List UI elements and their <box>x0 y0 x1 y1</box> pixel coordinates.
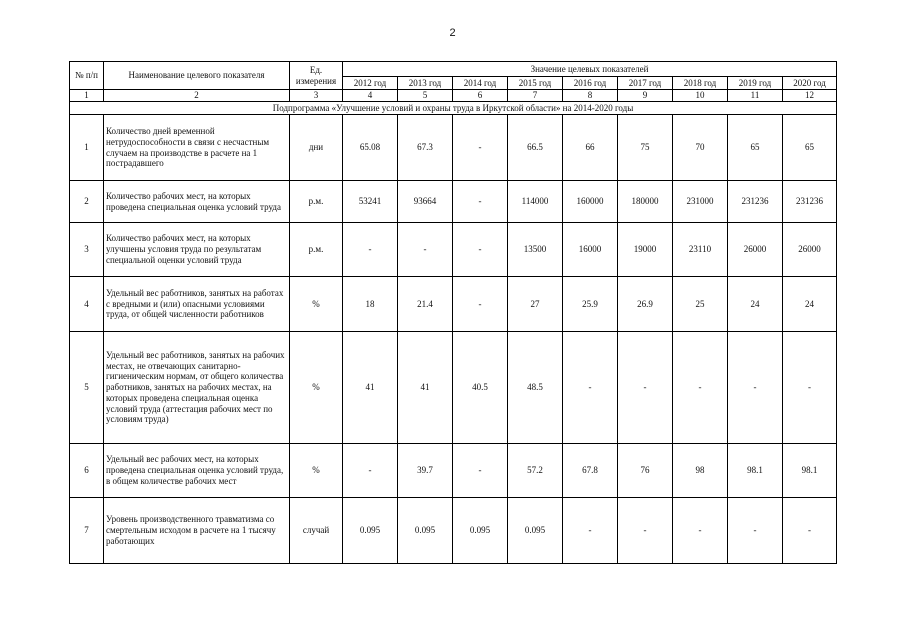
indicator-value: 18 <box>343 277 398 332</box>
indicator-value: 231000 <box>673 181 728 223</box>
indicator-value: - <box>618 498 673 564</box>
table-row <box>70 181 837 223</box>
indicator-value: - <box>453 277 508 332</box>
unit: % <box>290 444 343 498</box>
table-row <box>70 444 837 498</box>
indicator-value: 41 <box>343 332 398 444</box>
indicator-value: 67.3 <box>398 115 453 181</box>
header-year: 2020 год <box>783 77 837 90</box>
indicator-value: 98 <box>673 444 728 498</box>
unit: р.м. <box>290 223 343 277</box>
indicator-value: 40.5 <box>453 332 508 444</box>
indicator-value: 66 <box>563 115 618 181</box>
indicator-value: 0.095 <box>343 498 398 564</box>
indicator-value: 25.9 <box>563 277 618 332</box>
header-name: Наименование целевого показателя <box>104 62 290 90</box>
indicator-value: 114000 <box>508 181 563 223</box>
unit: % <box>290 277 343 332</box>
indicator-value: 67.8 <box>563 444 618 498</box>
row-number: 2 <box>70 181 104 223</box>
indicator-value: - <box>563 332 618 444</box>
indicator-name: Уровень производственного травматизма со смертельным исходом в расчете на 1 тысячу работающих <box>104 498 290 564</box>
indicator-value: 65 <box>783 115 837 181</box>
indicator-value: 70 <box>673 115 728 181</box>
header-year: 2017 год <box>618 77 673 90</box>
indicator-value: - <box>453 444 508 498</box>
indicator-name: Количество рабочих мест, на которых улучшены условия труда по результатам специальной оценки условий труда <box>104 223 290 277</box>
indicator-value: - <box>728 332 783 444</box>
column-number: 8 <box>563 90 618 102</box>
indicator-value: - <box>398 223 453 277</box>
indicator-value: 24 <box>728 277 783 332</box>
indicator-value: 65.08 <box>343 115 398 181</box>
indicator-name: Количество рабочих мест, на которых проведена специальная оценка условий труда <box>104 181 290 223</box>
table-row <box>70 223 837 277</box>
indicator-value: 21.4 <box>398 277 453 332</box>
header-year: 2019 год <box>728 77 783 90</box>
header-no: № п/п <box>70 62 104 90</box>
row-number: 1 <box>70 115 104 181</box>
indicator-value: 26000 <box>783 223 837 277</box>
header-year: 2016 год <box>563 77 618 90</box>
column-number: 1 <box>70 90 104 102</box>
indicator-name: Количество дней временной нетрудоспособности в связи с несчастным случаем на производстве в расчете на 1 пострадавшего <box>104 115 290 181</box>
indicator-value: 26000 <box>728 223 783 277</box>
indicator-value: 180000 <box>618 181 673 223</box>
indicator-value: 231236 <box>783 181 837 223</box>
indicator-name: Удельный вес рабочих мест, на которых проведена специальная оценка условий труда, в общем количестве рабочих мест <box>104 444 290 498</box>
column-number: 3 <box>290 90 343 102</box>
indicator-value: - <box>673 332 728 444</box>
row-number: 7 <box>70 498 104 564</box>
table-row <box>70 498 837 564</box>
indicator-value: 65 <box>728 115 783 181</box>
column-number: 2 <box>104 90 290 102</box>
indicator-value: 160000 <box>563 181 618 223</box>
column-number: 4 <box>343 90 398 102</box>
unit: случай <box>290 498 343 564</box>
indicator-value: - <box>618 332 673 444</box>
indicator-value: - <box>453 181 508 223</box>
header-year: 2012 год <box>343 77 398 90</box>
indicator-value: 53241 <box>343 181 398 223</box>
row-number: 4 <box>70 277 104 332</box>
indicator-value: - <box>453 223 508 277</box>
table-row <box>70 277 837 332</box>
column-number: 9 <box>618 90 673 102</box>
indicator-value: 0.095 <box>508 498 563 564</box>
indicator-value: - <box>728 498 783 564</box>
column-number: 5 <box>398 90 453 102</box>
indicator-value: - <box>783 332 837 444</box>
column-number: 11 <box>728 90 783 102</box>
subprogram-title: Подпрограмма «Улучшение условий и охраны труда в Иркутской области» на 2014-2020 годы <box>70 102 837 115</box>
page-number: 2 <box>449 27 456 39</box>
indicator-value: - <box>563 498 618 564</box>
indicator-value: - <box>673 498 728 564</box>
indicator-value: 0.095 <box>398 498 453 564</box>
table-row <box>70 115 837 181</box>
indicator-value: 23110 <box>673 223 728 277</box>
indicator-value: 75 <box>618 115 673 181</box>
indicator-value: 98.1 <box>783 444 837 498</box>
indicator-value: 19000 <box>618 223 673 277</box>
indicator-value: 93664 <box>398 181 453 223</box>
row-number: 3 <box>70 223 104 277</box>
unit: дни <box>290 115 343 181</box>
column-number: 12 <box>783 90 837 102</box>
indicator-value: 27 <box>508 277 563 332</box>
indicator-value: - <box>453 115 508 181</box>
column-number: 7 <box>508 90 563 102</box>
indicator-value: 13500 <box>508 223 563 277</box>
indicator-value: 66.5 <box>508 115 563 181</box>
indicator-value: 25 <box>673 277 728 332</box>
indicator-value: 98.1 <box>728 444 783 498</box>
indicator-name: Удельный вес работников, занятых на рабочих местах, не отвечающих санитарно-гигиеническим нормам, от общего количества работников, занятых на рабочих местах, на которых проведена специальная оценка условий труда (аттестация рабочих мест по условиям труда) <box>104 332 290 444</box>
indicator-value: - <box>343 444 398 498</box>
indicator-value: 24 <box>783 277 837 332</box>
column-number: 10 <box>673 90 728 102</box>
row-number: 5 <box>70 332 104 444</box>
header-unit: Ед. измерения <box>290 62 343 90</box>
header-values: Значение целевых показателей <box>343 62 837 77</box>
table-row <box>70 332 837 444</box>
unit: р.м. <box>290 181 343 223</box>
indicator-value: - <box>783 498 837 564</box>
header-year: 2018 год <box>673 77 728 90</box>
indicator-value: 0.095 <box>453 498 508 564</box>
indicator-value: 16000 <box>563 223 618 277</box>
indicator-name: Удельный вес работников, занятых на работах с вредными и (или) опасными условиями труда, от общей численности работников <box>104 277 290 332</box>
indicator-value: - <box>343 223 398 277</box>
target-indicators-table <box>69 61 837 564</box>
header-year: 2015 год <box>508 77 563 90</box>
unit: % <box>290 332 343 444</box>
indicator-value: 41 <box>398 332 453 444</box>
indicator-value: 48.5 <box>508 332 563 444</box>
indicator-value: 26.9 <box>618 277 673 332</box>
indicator-value: 231236 <box>728 181 783 223</box>
row-number: 6 <box>70 444 104 498</box>
column-number: 6 <box>453 90 508 102</box>
header-year: 2013 год <box>398 77 453 90</box>
indicator-value: 57.2 <box>508 444 563 498</box>
indicator-value: 39.7 <box>398 444 453 498</box>
header-year: 2014 год <box>453 77 508 90</box>
indicator-value: 76 <box>618 444 673 498</box>
